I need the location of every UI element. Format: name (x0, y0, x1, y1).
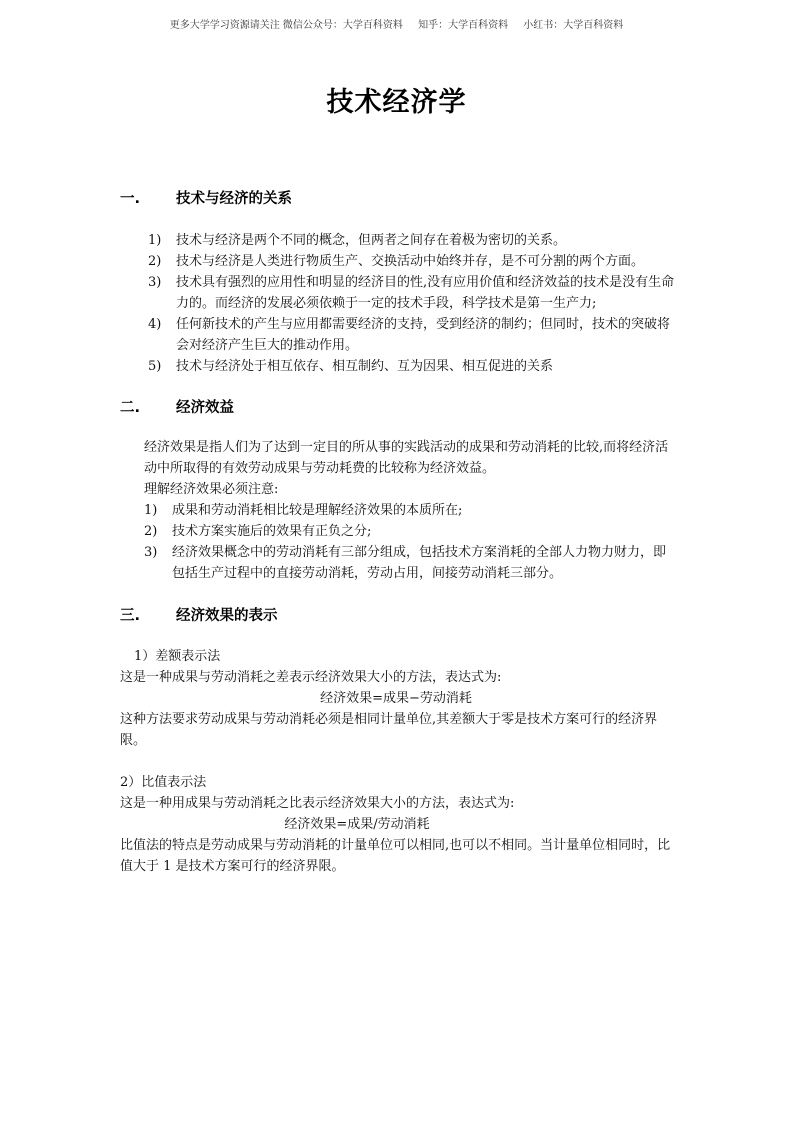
section-3-number: 三. (120, 608, 141, 624)
section-1-number: 一. (120, 191, 141, 207)
list-item-number: 1) (144, 503, 158, 518)
section-1-title: 技术与经济的关系 (176, 191, 292, 207)
list-item-text: 技术与经济处于相互依存、相互制约、互为因果、相互促进的关系 (176, 359, 554, 374)
section-1-list (148, 230, 680, 377)
list-item-number: 2) (148, 254, 162, 269)
section-2-number: 二. (120, 400, 141, 416)
section-3-title: 经济效果的表示 (176, 608, 278, 624)
section-2-note: 理解经济效果必须注意: (144, 482, 279, 497)
method-2-intro: 这是一种用成果与劳动消耗之比表示经济效果大小的方法，表达式为: (120, 796, 515, 811)
list-item (144, 521, 676, 542)
list-item-text: 技术方案实施后的效果有正负之分; (172, 524, 372, 539)
list-item (144, 500, 676, 521)
section-2-paragraph: 经济效果是指人们为了达到一定目的所从事的实践活动的成果和劳动消耗的比较,而将经济活动中所取得的有效劳动成果与劳动耗费的比较称为经济效益。 (144, 440, 669, 476)
method-1-description: 这种方法要求劳动成果与劳动消耗必须是相同计量单位,其差额大于零是技术方案可行的经济界限。 (120, 712, 658, 748)
list-item-number: 2) (144, 524, 158, 539)
method-1-intro: 这是一种成果与劳动消耗之差表示经济效果大小的方法，表达式为: (120, 670, 502, 685)
list-item-text: 任何新技术的产生与应用都需要经济的支持，受到经济的制约；但同时，技术的突破将会对经济产生巨大的推动作用。 (176, 317, 671, 353)
list-item-text: 技术具有强烈的应用性和明显的经济目的性,没有应用价值和经济效益的技术是没有生命力的。而经济的发展必须依赖于一定的技术手段，科学技术是第一生产力; (176, 275, 675, 311)
document-title: 技术经济学 (326, 87, 467, 118)
list-item (148, 314, 680, 356)
method-1-label: 1）差额表示法 (134, 649, 221, 664)
list-item (148, 356, 680, 377)
method-1-formula: 经济效果=成果−劳动消耗 (320, 691, 472, 706)
list-item (148, 230, 680, 251)
method-2-label: 2）比值表示法 (120, 775, 207, 790)
method-2-description: 比值法的特点是劳动成果与劳动消耗的计量单位可以相同,也可以不相同。当计量单位相同时，比值大于 1 是技术方案可行的经济界限。 (120, 838, 671, 874)
section-2-list (144, 500, 676, 584)
list-item (148, 251, 680, 272)
list-item-number: 5) (148, 359, 162, 374)
header-wechat: 更多大学学习资源请关注 微信公众号：大学百科资料 (169, 20, 403, 31)
list-item-text: 技术与经济是人类进行物质生产、交换活动中始终并存，是不可分割的两个方面。 (176, 254, 645, 269)
list-item-number: 4) (148, 317, 162, 332)
section-2-title: 经济效益 (176, 400, 234, 416)
list-item-text: 经济效果概念中的劳动消耗有三部分组成，包括技术方案消耗的全部人力物力财力，即包括生产过程中的直接劳动消耗，劳动占用，间接劳动消耗三部分。 (172, 545, 667, 581)
page-header (0, 16, 793, 31)
section-1-heading (120, 187, 292, 208)
list-item-text: 成果和劳动消耗相比较是理解经济效果的本质所在; (172, 503, 463, 518)
method-2-formula: 经济效果=成果/劳动消耗 (284, 817, 430, 832)
list-item-number: 3) (148, 275, 162, 290)
section-3-heading (120, 604, 278, 625)
list-item (144, 542, 676, 584)
list-item-number: 1) (148, 233, 162, 248)
list-item-number: 3) (144, 545, 158, 560)
list-item (148, 272, 680, 314)
section-2-heading (120, 396, 234, 417)
list-item-text: 技术与经济是两个不同的概念，但两者之间存在着极为密切的关系。 (176, 233, 567, 248)
header-zhihu: 知乎：大学百科资料 (418, 20, 509, 31)
header-xiaohongshu: 小红书：大学百科资料 (523, 20, 624, 31)
